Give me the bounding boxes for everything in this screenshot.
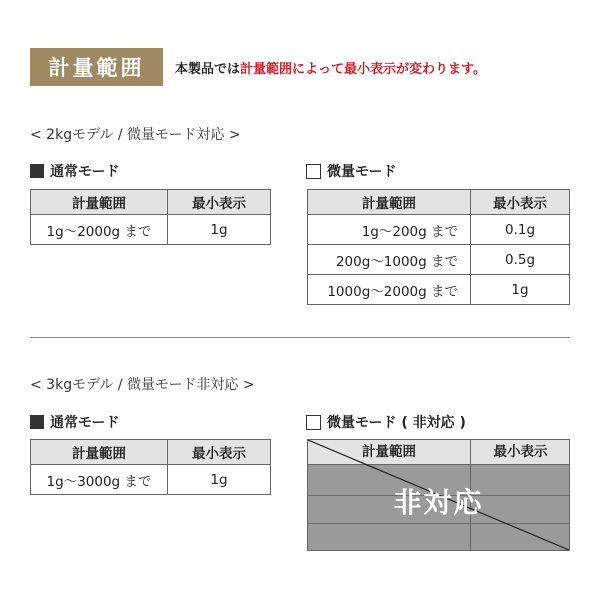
range-cell: 1000g〜2000g まで — [308, 275, 471, 305]
unsupported-overlay-text: 非対応 — [393, 486, 484, 519]
empty-square-icon — [306, 164, 321, 179]
micro-mode-label-3kg — [306, 412, 466, 432]
header-text-plain: 本製品では — [175, 61, 241, 77]
range-cell: 1g〜3000g まで — [31, 465, 168, 495]
mode-label-text: 通常モード — [50, 164, 120, 180]
micro-mode-label-2kg — [306, 161, 396, 181]
header-text-highlight: 計量範囲によって最小表示が変わります。 — [240, 61, 486, 77]
column-header: 計量範囲 — [308, 190, 471, 215]
column-header: 最小表示 — [168, 440, 271, 465]
mode-label-text: 微量モード — [327, 164, 397, 180]
section-badge: 計量範囲 — [30, 48, 163, 86]
table-row — [308, 215, 570, 245]
table-row — [308, 275, 570, 305]
micro-mode-unsupported-table-3kg — [307, 439, 570, 551]
normal-mode-label-2kg — [30, 161, 119, 181]
range-cell: 200g〜1000g まで — [308, 245, 471, 275]
micro-mode-table-2kg — [307, 189, 570, 305]
min-display-cell: 1g — [168, 465, 271, 495]
empty-square-icon — [306, 415, 321, 430]
table-header-row — [31, 440, 271, 465]
range-cell: 1g〜200g まで — [308, 215, 471, 245]
header-description — [175, 58, 486, 77]
column-header: 最小表示 — [493, 444, 548, 460]
table-row — [308, 245, 570, 275]
normal-mode-table-3kg — [30, 439, 271, 495]
filled-square-icon — [30, 415, 44, 429]
filled-square-icon — [30, 164, 44, 178]
section-title-2kg: < 2kgモデル / 微量モード対応 > — [30, 127, 241, 143]
table-row — [31, 215, 271, 245]
min-display-cell: 0.5g — [471, 245, 570, 275]
section-divider — [30, 337, 570, 338]
normal-mode-table-2kg — [30, 189, 271, 245]
table-header-row — [308, 190, 570, 215]
mode-label-text: 微量モード ( 非対応 ) — [327, 415, 466, 431]
column-header: 最小表示 — [168, 190, 271, 215]
header — [30, 47, 486, 87]
section-title-3kg: < 3kgモデル / 微量モード非対応 > — [30, 377, 255, 393]
table-row — [31, 465, 271, 495]
min-display-cell: 0.1g — [471, 215, 570, 245]
column-header: 計量範囲 — [31, 190, 168, 215]
column-header: 計量範囲 — [31, 440, 168, 465]
normal-mode-label-3kg — [30, 412, 119, 432]
mode-label-text: 通常モード — [50, 415, 120, 431]
column-header: 最小表示 — [471, 190, 570, 215]
column-header: 計量範囲 — [362, 444, 416, 460]
min-display-cell: 1g — [471, 275, 570, 305]
min-display-cell: 1g — [168, 215, 271, 245]
range-cell: 1g〜2000g まで — [31, 215, 168, 245]
table-header-row — [31, 190, 271, 215]
